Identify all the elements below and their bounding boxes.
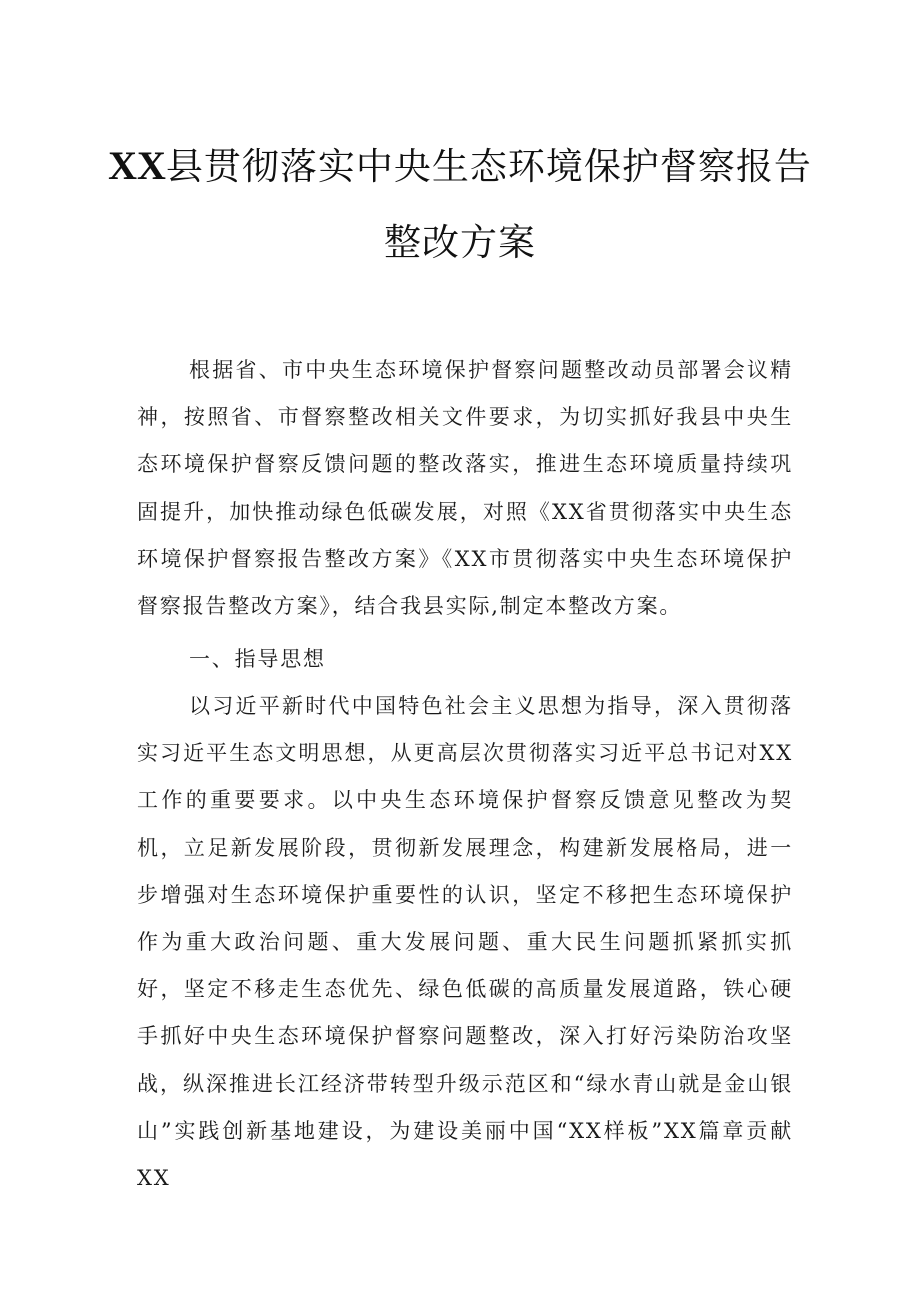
guiding-ideology-paragraph: 以习近平新时代中国特色社会主义思想为指导，深入贯彻落实习近平生态文明思想，从更高层次贯彻落实习近平总书记对XX工作的重要要求。以中央生态环境保护督察反馈意见整改为契机，立足新发展阶段，贯彻新发展理念，构建新发展格局，进一步增强对生态环境保护重要性的认识，坚定不移把生态环境保护作为重大政治问题、重大发展问题、重大民生问题抓紧抓实抓好，坚定不移走生态优先、绿色低碳的高质量发展道路，铁心硬手抓好中央生态环境保护督察问题整改，深入打好污染防治攻坚战，纵深推进长江经济带转型升级示范区和“绿水青山就是金山银山”实践创新基地建设，为建设美丽中国“XX样板”XX篇章贡献XX bbox=[137, 694, 793, 1191]
title-line-1-text: 县贯彻落实中央生态环境保护督察报告 bbox=[165, 145, 812, 188]
intro-paragraph: 根据省、市中央生态环境保护督察问题整改动员部署会议精神，按照省、市督察整改相关文件要求，为切实抓好我县中央生态环境保护督察反馈问题的整改落实，推进生态环境质量持续巩固提升，加快推动绿色低碳发展，对照《XX省贯彻落实中央生态环境保护督察报告整改方案》《XX市贯彻落实中央生态环境保护督察报告整改方案》，结合我县实际,制定本整改方案。 bbox=[137, 358, 793, 619]
document-title-line-2: 整改方案 bbox=[384, 221, 536, 264]
document-title-line-1 bbox=[0, 136, 920, 190]
title-prefix: XX bbox=[108, 143, 166, 188]
section-heading-guiding-ideology: 一、指导思想 bbox=[189, 647, 326, 671]
